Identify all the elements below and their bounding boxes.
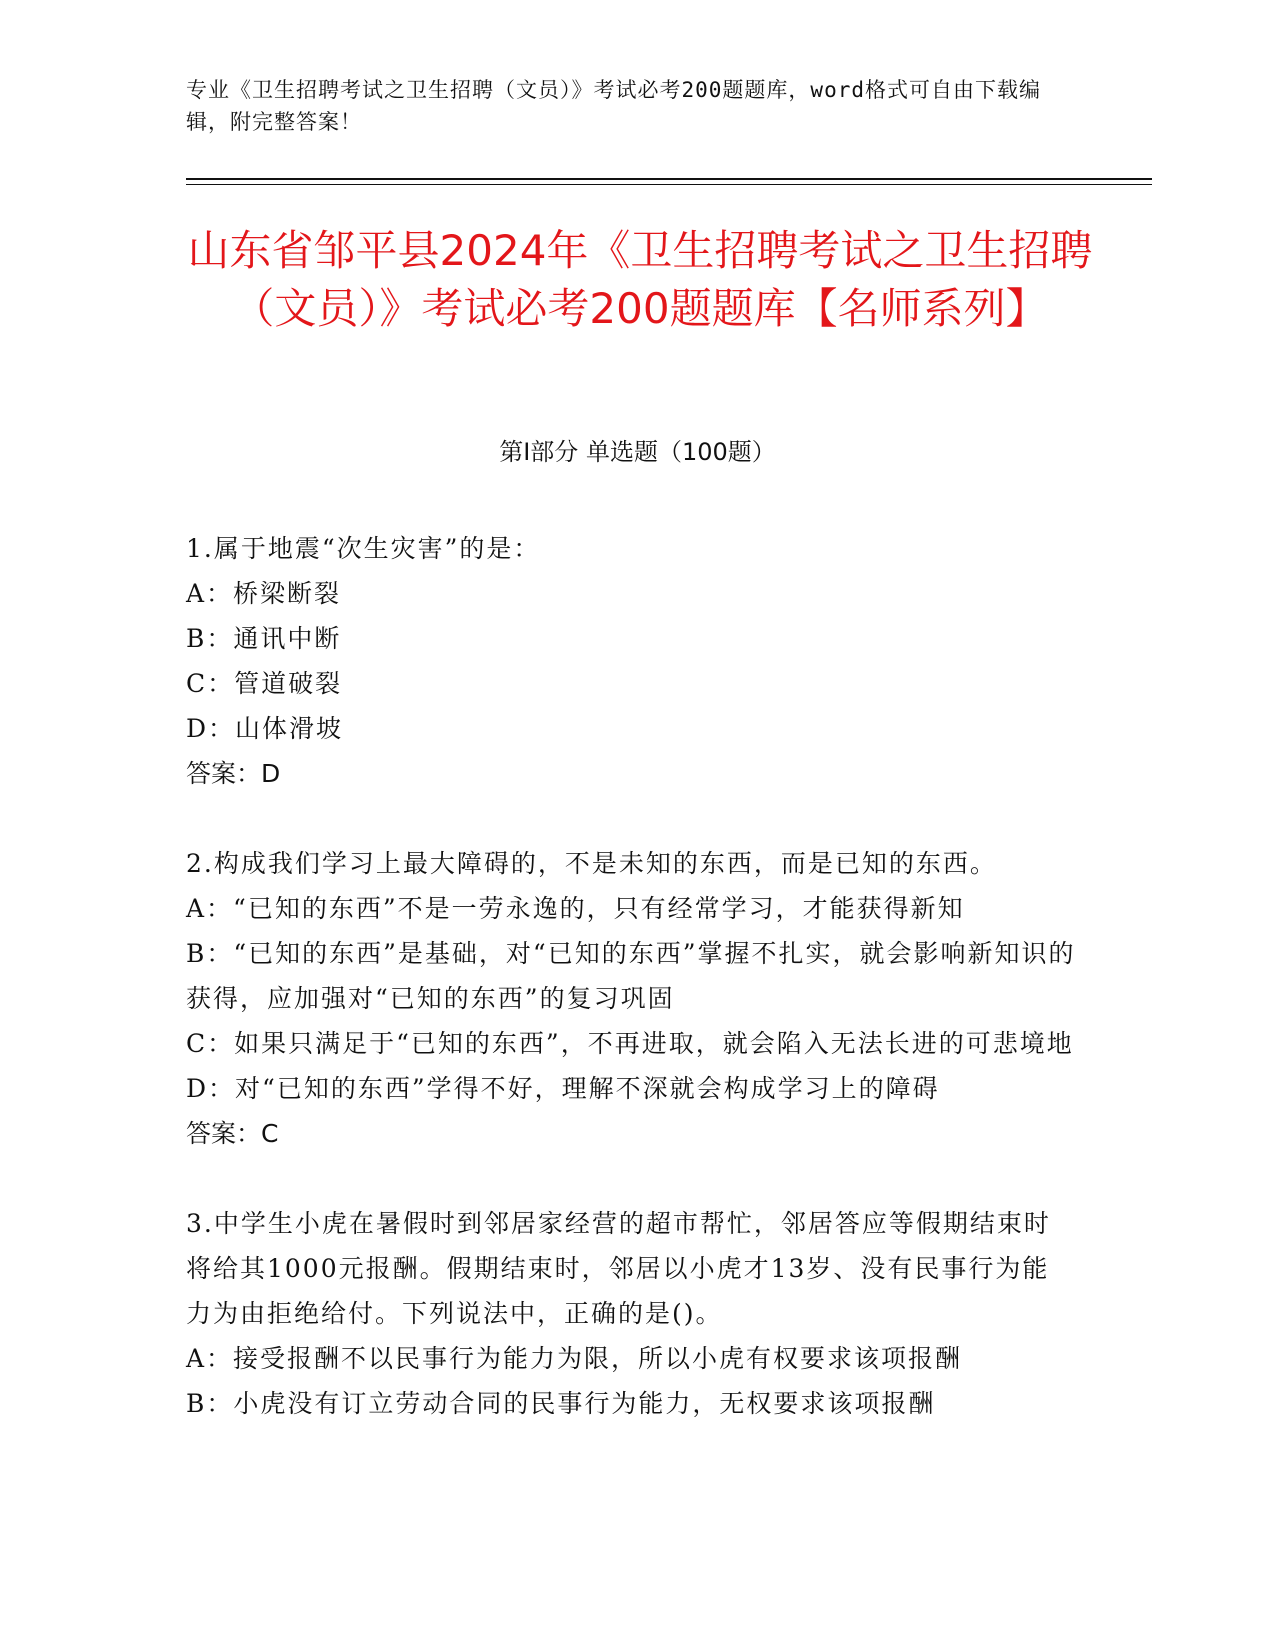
section-title: 第Ⅰ部分 单选题（100题） (499, 438, 776, 466)
option-d: D：对“已知的东西”学得不好，理解不深就会构成学习上的障碍 (186, 1074, 940, 1103)
document-title: 山东省邹平县2024年《卫生招聘考试之卫生招聘（文员）》考试必考200题题库【名师系列】 (187, 226, 1093, 333)
header-note: 专业《卫生招聘考试之卫生招聘（文员）》考试必考200题题库，word格式可自由下载编辑，附完整答案！ (186, 78, 1041, 134)
question-1 (186, 526, 1076, 796)
question-stem: 1.属于地震“次生灾害”的是： (186, 534, 541, 563)
option-c: C：如果只满足于“已知的东西”，不再进取，就会陷入无法长进的可悲境地 (186, 1029, 1074, 1058)
answer: 答案：C (186, 1119, 279, 1148)
question-2 (186, 841, 1076, 1156)
option-a: A：桥梁断裂 (186, 579, 342, 608)
option-d: D：山体滑坡 (186, 714, 344, 743)
option-b: B：“已知的东西”是基础，对“已知的东西”掌握不扎实，就会影响新知识的获得，应加强对“已知的东西”的复习巩固 (186, 939, 1076, 1013)
option-c: C：管道破裂 (186, 669, 343, 698)
question-3 (186, 1201, 1076, 1426)
answer: 答案：D (186, 759, 281, 788)
option-a: A：“已知的东西”不是一劳永逸的，只有经常学习，才能获得新知 (186, 894, 965, 923)
question-list (186, 526, 1076, 1471)
option-b: B：通讯中断 (186, 624, 342, 653)
question-stem: 3.中学生小虎在暑假时到邻居家经营的超市帮忙，邻居答应等假期结束时将给其1000元报酬。假期结束时，邻居以小虎才13岁、没有民事行为能力为由拒绝给付。下列说法中，正确的是()。 (186, 1209, 1051, 1328)
header-rule-thick (186, 178, 1152, 180)
question-stem: 2.构成我们学习上最大障碍的，不是未知的东西，而是已知的东西。 (186, 849, 997, 878)
option-b: B：小虎没有订立劳动合同的民事行为能力，无权要求该项报酬 (186, 1389, 936, 1418)
option-a: A：接受报酬不以民事行为能力为限，所以小虎有权要求该项报酬 (186, 1344, 963, 1373)
header-rule-thin (186, 184, 1152, 185)
